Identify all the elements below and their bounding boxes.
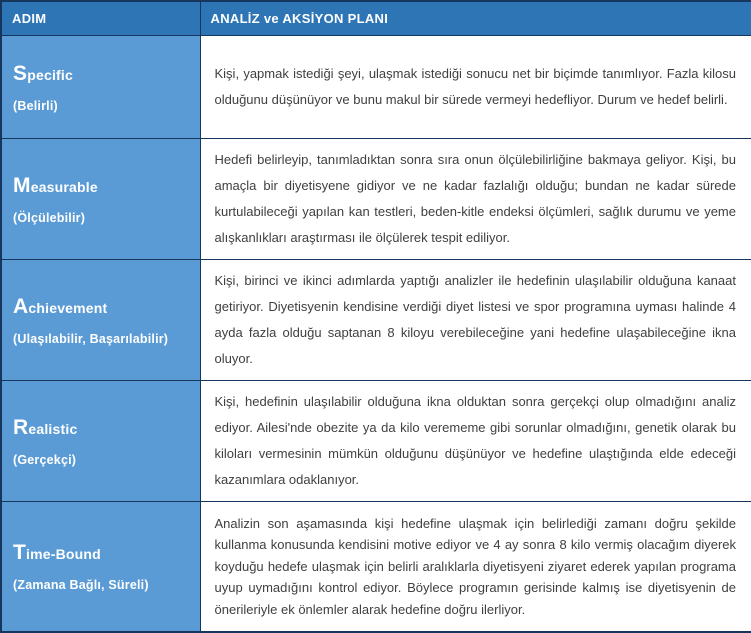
- step-cell-time-bound: [1, 502, 200, 632]
- header-adim: ADIM: [1, 1, 200, 36]
- step-term-rest: ime-Bound: [26, 545, 101, 562]
- step-subtitle: (Gerçekçi): [13, 452, 77, 467]
- description-cell-time-bound: Analizin son aşamasında kişi hedefine ulaşmak için belirlediği zamanı doğru şekilde kullanma konusunda kendisini motive ediyor ve 4 ay sonra 8 kilo vermiş olacağım diyerek koyduğu hedefe ulaşmak için belirli aralıklarla diyetisyeni ziyaret ederek yapılan programa uyup uymadığını kontrol ediyor. Böylece programın gerisinde kalmış ise diyetisyenin de önerileriyle ek önlemler alarak hedefine doğru ilerliyor.: [200, 502, 751, 632]
- step-cell-realistic: [1, 381, 200, 502]
- step-term: [13, 174, 190, 198]
- step-initial: M: [13, 173, 31, 197]
- step-subtitle: (Ulaşılabilir, Başarılabilir): [13, 331, 169, 346]
- header-row: [1, 1, 751, 36]
- step-subtitle: (Belirli): [13, 98, 58, 113]
- step-term-rest: pecific: [27, 66, 73, 83]
- step-term: [13, 541, 190, 565]
- row-realistic: [1, 381, 751, 502]
- description-cell-specific: Kişi, yapmak istediği şeyi, ulaşmak istediği sonucu net bir biçimde tanımlıyor. Fazla kilosu olduğunu düşünüyor ve bunu makul bir sürede vermeyi hedefliyor. Durum ve hedef belirli.: [200, 36, 751, 139]
- step-initial: A: [13, 294, 29, 318]
- step-term: [13, 295, 190, 319]
- row-measurable: [1, 139, 751, 260]
- step-term-rest: easurable: [30, 178, 98, 195]
- step-initial: S: [13, 61, 28, 85]
- row-specific: [1, 36, 751, 139]
- row-time-bound: [1, 502, 751, 632]
- description-cell-measurable: Hedefi belirleyip, tanımladıktan sonra sıra onun ölçülebilirliğine bakmaya geliyor. Kişi, bu amaçla bir diyetisyene gidiyor ve ne kadar fazlalığı olduğu; bundan ne kadar sürede kurtulabileceği yapılan kan testleri, beden-kitle endeksi ölçümleri, sağlık durumu ve yeme alışkanlıkları araştırması ile ölçülerek tespit ediliyor.: [200, 139, 751, 260]
- step-initial: T: [13, 540, 27, 564]
- step-subtitle: (Ölçülebilir): [13, 210, 86, 225]
- step-subtitle: (Zamana Bağlı, Süreli): [13, 577, 149, 592]
- step-initial: R: [13, 415, 29, 439]
- step-term-rest: ealistic: [28, 420, 78, 437]
- step-cell-specific: [1, 36, 200, 139]
- step-term: [13, 62, 190, 86]
- row-achievement: [1, 260, 751, 381]
- description-cell-achievement: Kişi, birinci ve ikinci adımlarda yaptığı analizler ile hedefinin ulaşılabilir olduğuna kanaat getiriyor. Diyetisyenin kendisine verdiği diyet listesi ve spor programına uyması halinde 4 ayda fazla olduğu saptanan 8 kiloyu verebileceğine yani hedefine ulaşabileceğine ikna oluyor.: [200, 260, 751, 381]
- description-cell-realistic: Kişi, hedefinin ulaşılabilir olduğuna ikna olduktan sonra gerçekçi olup olmadığını analiz ediyor. Ailesi'nde obezite ya da kilo verememe gibi sorunlar olmadığını, genetik olarak bu kiloları vermesinin mümkün olduğunu düşünüyor ve hedefine ulaştığında elde edeceği kazanımlara odaklanıyor.: [200, 381, 751, 502]
- step-term-rest: chievement: [28, 299, 108, 316]
- header-plan: ANALİZ ve AKSİYON PLANI: [200, 1, 751, 36]
- step-cell-achievement: [1, 260, 200, 381]
- step-term: [13, 416, 190, 440]
- step-cell-measurable: [1, 139, 200, 260]
